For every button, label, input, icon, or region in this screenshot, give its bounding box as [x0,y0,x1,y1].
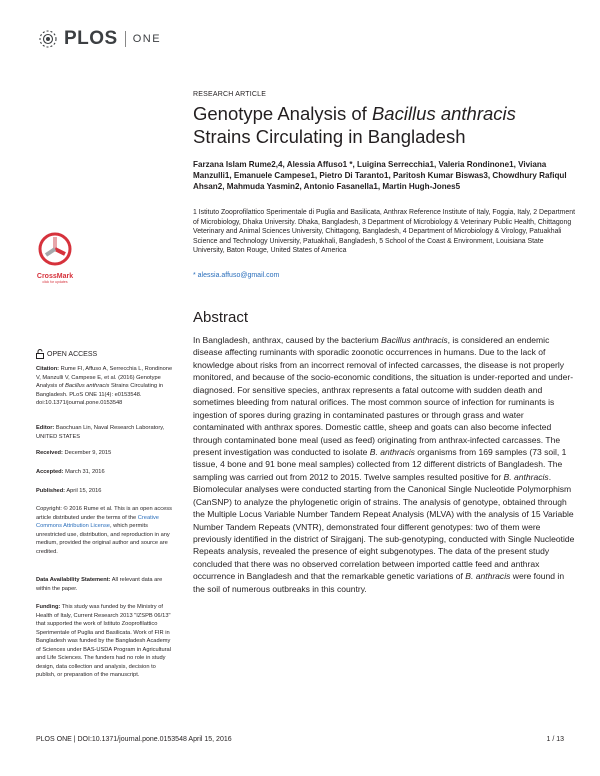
abstract-text [193,334,575,595]
data-availability-block [36,576,174,593]
article-type: RESEARCH ARTICLE [193,91,267,98]
corresponding-email-link[interactable]: * alessia.affuso@gmail.com [193,272,280,279]
received-block [36,449,174,458]
crossmark-icon [38,232,72,266]
affiliations: 1 Istituto Zooprofilattico Sperimentale di Puglia and Basilicata, Anthrax Reference Institute of Italy, Foggia, Italy, 2 Department of Microbiology, Dhaka University. Dhaka, Bangladesh, 3 Department of Microbiology & Veterinary Public Health, Chittagong Veterinary and Animal Sciences University, Chittagong, Bangladesh, 4 Department of Microbiology & Virology, Patuakhali Science and Technology University, Patuakhali, Bangladesh, 5 School of the Coast & Environment, Louisiana State University, Baton Rouge, United States of America [193,209,575,255]
abstract-seg-5: were found in the soil of numerous outbreaks in this country. [193,571,565,594]
citation-block [36,365,174,408]
data-availability-text: All relevant data are within the paper. [36,577,163,592]
crossmark-badge[interactable] [34,232,76,284]
abstract-seg-1: In Bangladesh, anthrax, caused by the bacterium [193,335,382,345]
accepted-block [36,468,174,477]
copyright-text-2: , which permits unrestricted use, distribution, and reproduction in any medium, provided the original author and source are credited. [36,523,170,555]
logo-text: PLOS [64,28,118,49]
page-number: 1 / 13 [546,736,564,743]
editor-label: Editor: [36,425,55,431]
published-block [36,487,174,496]
abstract-italic-4: B. anthracis [465,571,511,582]
journal-logo[interactable] [36,28,161,50]
accepted-label: Accepted: [36,469,64,475]
accepted-date: March 31, 2016 [63,469,105,475]
abstract-italic-1: Bacillus anthracis [381,335,448,345]
logo-divider [125,31,126,47]
abstract-heading: Abstract [193,309,249,326]
citation-italic: Bacillus anthracis [65,383,110,389]
abstract-seg-2: , is considered an endemic disease affecting ruminants with sporadic zoonotic occurrences in humans. Due to the lack of knowledge about risks from an incorrect removal of infected carcasses, the disease is not properly monitored, and because of the socio-economic conditions, the situation is under-reported and under-diagnosed. For sensitive species, anthrax represents a fatal outcome with sudden death and sometimes bleeding from natural orifices. The most common source of infection for ruminants is ingestion of spores during grazing in contaminated pastures or through grass and water contaminated with anthrax spores. Domestic cattle, sheep and goats can also become infected through contaminated bone meal (used as feed) originating from anthrax-infected carcasses. The present investigation was conducted to isolate [193,335,574,457]
received-label: Received: [36,450,63,456]
title-italic: Bacillus anthracis [371,103,516,124]
citation-label: Citation: [36,366,60,372]
citation-text-2: Strains Circulating in Bangladesh. PLoS ONE 11(4): e0153548. doi:10.1371/journal.pone.0153548 [36,383,164,406]
abstract-italic-2: B. anthracis [369,446,415,457]
editor-text: Baochuan Lin, Naval Research Laboratory, UNITED STATES [36,425,165,440]
abstract-seg-4: . Biomolecular analyses were conducted starting from the Canonical Single Nucleotide Polymorphism (CanSNP) to analyze the phylogenetic origin of strains. The analysis of genotype, obtained through the Multiple Locus Variable Number Tandem Repeat Analysis (MLVA) with the analysis of 15 Variable Number Tandem Repeats (VNTR), demonstrated four different genotypes: two of them were previously identified in the district of Sirajganj. The sub-genotyping, conducted with Single Nucleotide Repeats analysis, revealed the presence of eight subgenotypes. The data of the present study concluded that there was no observed correlation between imported cattle feed and anthrax occurrence in Bangladesh and that the remarkable genetic variations of [193,471,575,582]
abstract-italic-3: B. anthracis [503,471,549,482]
copyright-block [36,505,174,556]
copyright-text-1: Copyright: © 2016 Rume et al. This is an open access article distributed under the terms of the [36,506,172,521]
title-part1: Genotype Analysis of [193,103,372,124]
open-lock-icon [36,349,44,359]
crossmark-sub: click for updates [42,280,68,284]
plos-logo-icon [36,28,60,50]
citation-text-1: Rume FI, Affuso A, Serrecchia L, Rondinone V, Manzulli V, Campese E, et al. (2016) Genotype Analysis of [36,366,173,389]
funding-text: This study was funded by the Ministry of Health of Italy, Current Research 2013 "IZSPB 06/13" that supported the work of Istituto Zooprofilattico Sperimentale of Puglia and Basilicata. Work of FIR in Bangladesh was funded by the Bangladesh Academy of Sciences under BAS-USDA Program in Agricultural and Life Sciences. The funders had no role in study design, data collection and analysis, decision to publish, or preparation of the manuscript. [36,604,171,678]
open-access-label: OPEN ACCESS [47,350,98,358]
received-date: December 9, 2015 [62,450,112,456]
page-title [193,102,563,148]
funding-label: Funding: [36,604,61,610]
data-availability-label: Data Availability Statement: [36,577,111,583]
journal-name: ONE [132,33,162,45]
published-label: Published: [36,488,66,494]
author-list: Farzana Islam Rume2,4, Alessia Affuso1 *, Luigina Serrecchia1, Valeria Rondinone1, Viviana Manzulli1, Emanuele Campese1, Pietro Di Taranto1, Paritosh Kumar Biswas3, Chowdhury Rafiqul Ahsan2, Mahmuda Yasmin2, Antonio Fasanella1, Martin Hugh-Jones5 [193,160,567,191]
crossmark-label: CrossMark [36,273,74,280]
abstract-seg-3: organisms from 169 samples (73 soil, 1 tissue, 4 bone and 91 bone meal samples) collected from 12 different districts of Bangladesh. The sampling was carried out from 2012 to 2015. Twelve samples resulted positive for [193,446,567,482]
page-footer: PLOS ONE | DOI:10.1371/journal.pone.0153548 April 15, 2016 [36,736,232,743]
published-date: April 15, 2016 [65,488,102,494]
editor-block [36,424,174,441]
funding-block [36,603,174,680]
title-part2: Strains Circulating in Bangladesh [193,126,466,147]
open-access-badge [36,349,97,359]
license-link[interactable]: Creative Commons Attribution License [36,514,159,529]
